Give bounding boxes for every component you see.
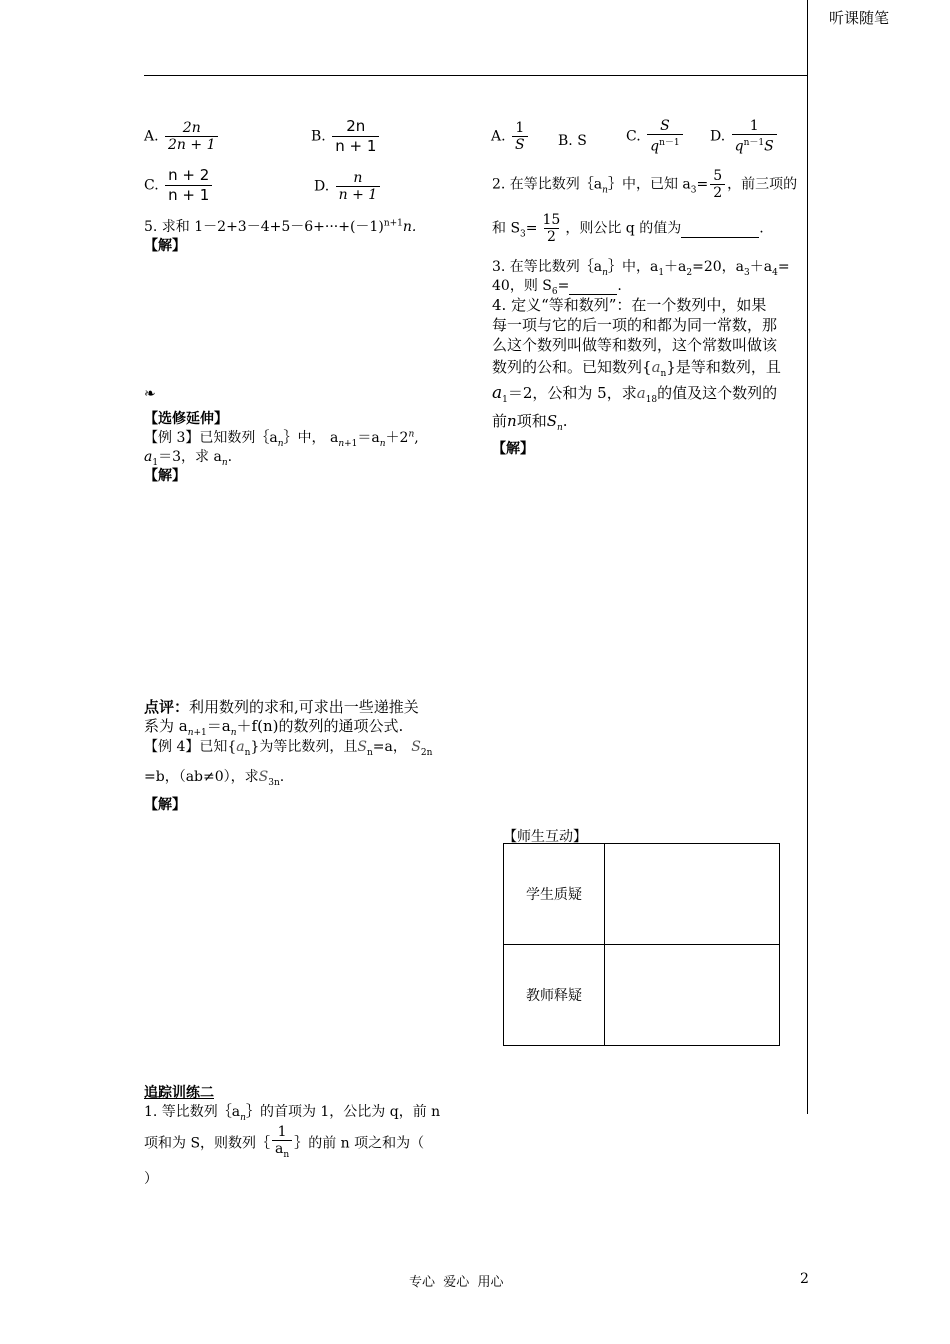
tracking-q1-line3: ）	[144, 1171, 158, 1187]
question-4-line1: 4. 定义“等和数列”：在一个数列中，如果	[492, 296, 767, 314]
comment-line1: 点评：利用数列的求和,可求出一些递推关	[144, 698, 419, 716]
comment-line2: 系为 $a_{n+1}=a_n+f(n)$的数列的通项公式.	[144, 717, 404, 738]
solution-label: 【解】	[144, 468, 186, 484]
solution-label: 【解】	[144, 238, 186, 254]
footer-motto: 专心 爱心 用心	[409, 1275, 504, 1290]
page-number: 2	[800, 1271, 809, 1287]
interaction-table	[503, 843, 780, 1046]
student-questions-cell[interactable]	[605, 844, 780, 945]
question-4-line6: 前n项和$S_n$.	[492, 412, 568, 433]
question-5: 5. 求和 $1-2+3-4+5-6+\cdot\cdot\cdot+(-1)^{n+1}n$.	[144, 218, 417, 235]
question-3-line2: 40，则 $S_6=$ .	[492, 278, 622, 297]
example-3: 【例 3】已知数列$\{a_n\}$中， $a_{n+1}=a_n+2^n$,	[144, 429, 419, 449]
student-questions-label: 学生质疑	[504, 844, 605, 945]
teacher-answers-cell[interactable]	[605, 945, 780, 1046]
question-2-line2: 和 $S_3=$ $\frac{15}{2}$ ，则公比 q 的值为 .	[492, 212, 764, 245]
example-3-line2: $a_1=3$，求 $a_n$.	[144, 449, 233, 468]
interaction-title: 【师生互动】	[503, 829, 587, 845]
option-a: A. $\frac{1}{S}$	[491, 120, 530, 153]
notes-column-label: 听课随笔	[829, 9, 890, 27]
option-a-prev: A. $\frac{2n}{2n + 1}$	[144, 120, 220, 153]
solution-label: 【解】	[492, 441, 534, 457]
example-4-line2: =b，（ab≠0），求$S_{3n}$.	[144, 769, 285, 788]
option-c-prev: C. $\frac{n + 2}{n + 1}$	[144, 166, 214, 205]
tracking-q1-line2: 项和为 S，则数列｛ $\frac{1}{a_n}$ ｝的前 n 项之和为（	[144, 1124, 424, 1163]
option-d: D. $\frac{1}{q^{n-1}S}$	[710, 118, 779, 155]
question-4-line3: 么这个数列叫做等和数列，这个常数叫做该	[492, 336, 778, 354]
option-c: C. $\frac{S}{q^{n-1}}$	[626, 118, 685, 155]
notes-column-divider	[807, 0, 808, 1114]
tracking-title: 追踪训练二	[144, 1085, 214, 1101]
solution-label: 【解】	[144, 797, 186, 813]
teacher-answers-label: 教师释疑	[504, 945, 605, 1046]
example-4: 【例 4】已知$\{a_n\}$为等比数列，且$S_n=a$， $S_{2n}$	[144, 739, 433, 758]
option-b: B. S	[558, 133, 587, 149]
question-4-line4: 数列的公和。已知数列$\{a_n\}$是等和数列，且	[492, 358, 781, 379]
tracking-q1: 1. 等比数列$\{a_n\}$的首项为 1，公比为 q，前 n	[144, 1104, 441, 1123]
header-rule	[144, 75, 808, 76]
option-d-prev: D. $\frac{n}{n + 1}$	[314, 170, 382, 203]
extension-title: 【选修延伸】	[144, 411, 228, 427]
question-3: 3. 在等比数列$\{a_n\}$中，$a_1+a_2=20$，$a_3+a_4=$	[492, 259, 790, 278]
option-b-prev: B. $\frac{2n}{n + 1}$	[311, 117, 381, 156]
question-4-line2: 每一项与它的后一项的和都为同一常数，那	[492, 316, 778, 334]
question-4-line5: $a_1=2$，公和为 5，求$a_{18}$的值及这个数列的	[492, 383, 778, 405]
decorative-icon: ❧	[144, 386, 156, 402]
question-2: 2. 在等比数列$\{a_n\}$中，已知 $a_3=$ $\frac{5}{2}$ ，前三项的	[492, 168, 798, 201]
